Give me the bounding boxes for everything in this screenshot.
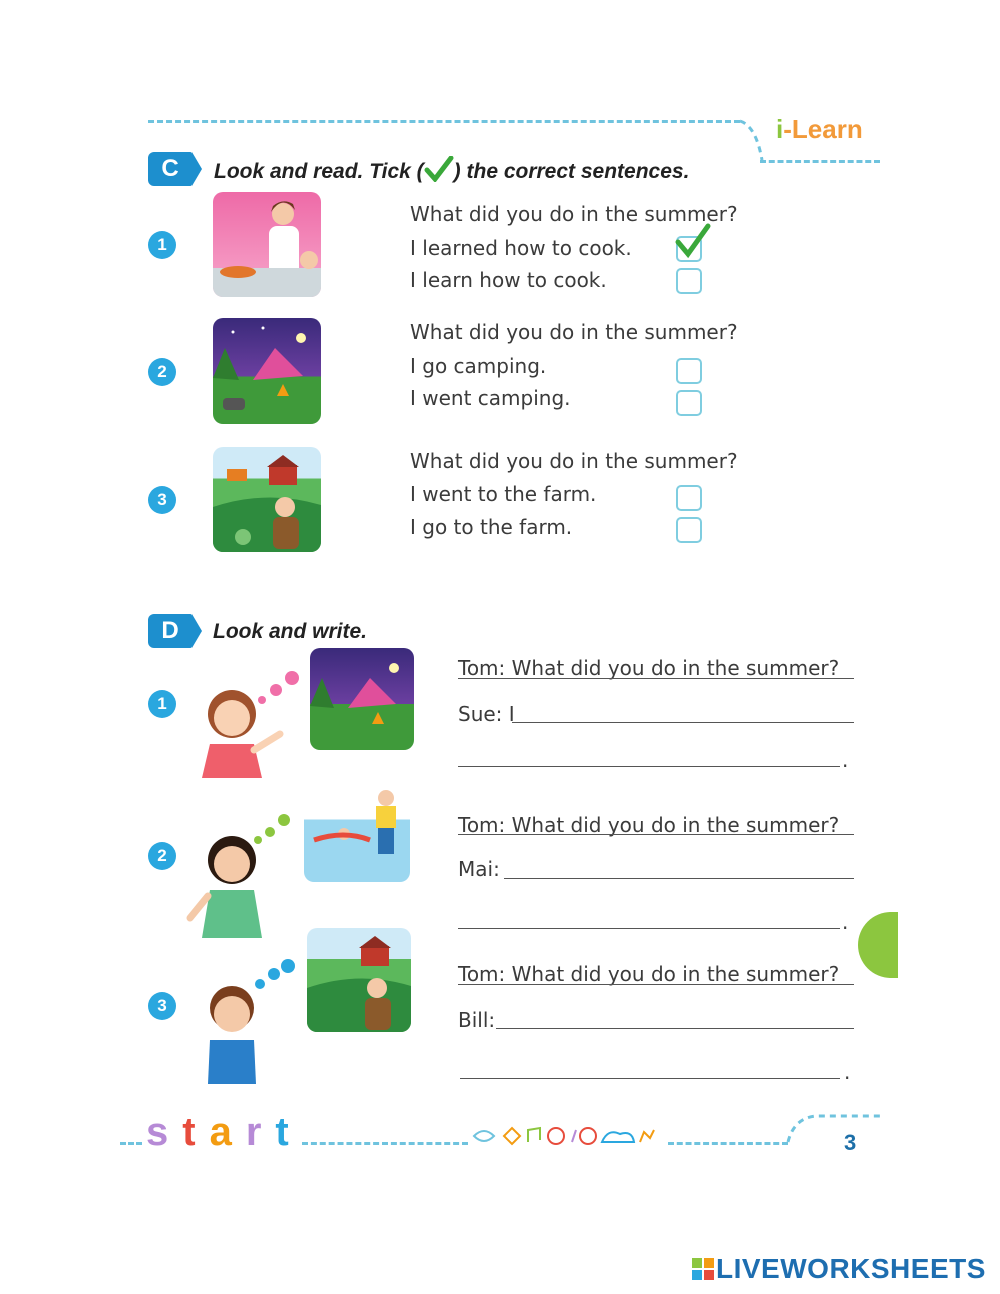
- footer-dashed-border: [120, 1142, 142, 1145]
- option-text: I go to the farm.: [410, 515, 573, 539]
- answer-line[interactable]: [504, 878, 854, 879]
- question-text: Tom: What did you do in the summer?: [458, 656, 840, 680]
- question-text: What did you do in the summer?: [410, 449, 738, 473]
- item-number: 1: [148, 690, 176, 718]
- section-d-title: Look and write.: [213, 620, 368, 643]
- speaker-label: Sue: I: [458, 702, 515, 726]
- section-c-title: Look and read. Tick ( ) the correct sentences.: [214, 156, 689, 184]
- top-dashed-border-right: [760, 160, 880, 163]
- option-text: I went to the farm.: [410, 482, 597, 506]
- tick-box[interactable]: [676, 268, 702, 294]
- end-period: .: [844, 1060, 851, 1084]
- dashed-curve: [738, 118, 768, 164]
- liveworksheets-watermark: LIVEWORKSHEETS: [716, 1253, 986, 1284]
- dashed-curve: [786, 1112, 882, 1146]
- girl-sue-illustration: [192, 666, 302, 782]
- section-c-badge: C: [148, 152, 192, 186]
- item-number: 3: [148, 992, 176, 1020]
- underline: [458, 834, 854, 835]
- swimming-picture: [304, 786, 410, 882]
- page-number: 3: [844, 1130, 857, 1155]
- answer-line[interactable]: [458, 928, 840, 929]
- start-word: start: [146, 1110, 303, 1154]
- speaker-label: Mai:: [458, 857, 500, 881]
- end-period: .: [842, 748, 849, 772]
- answer-line[interactable]: [496, 1028, 854, 1029]
- item-number: 1: [148, 231, 176, 259]
- underline: [458, 678, 854, 679]
- option-text: I learn how to cook.: [410, 268, 607, 292]
- item-number: 2: [148, 358, 176, 386]
- speaker-label: Bill:: [458, 1008, 496, 1032]
- farm-picture: [213, 447, 321, 552]
- camping-picture: [213, 318, 321, 424]
- check-mark-icon: [672, 222, 712, 262]
- answer-line[interactable]: [460, 1078, 840, 1079]
- question-text: What did you do in the summer?: [410, 320, 738, 344]
- tick-box[interactable]: [676, 517, 702, 543]
- camping-picture: [310, 648, 414, 750]
- end-period: .: [842, 910, 849, 934]
- question-text: Tom: What did you do in the summer?: [458, 962, 840, 986]
- underline: [458, 984, 854, 985]
- question-text: Tom: What did you do in the summer?: [458, 813, 840, 837]
- side-tab: [858, 912, 898, 978]
- cooking-picture: [213, 192, 321, 297]
- decorative-icons: [470, 1124, 666, 1148]
- option-text: I go camping.: [410, 354, 547, 378]
- section-d-badge: D: [148, 614, 192, 648]
- liveworksheets-logo-icon: [692, 1258, 714, 1280]
- answer-line[interactable]: [458, 766, 840, 767]
- tick-box[interactable]: [676, 390, 702, 416]
- tick-box[interactable]: [676, 358, 702, 384]
- item-number: 3: [148, 486, 176, 514]
- answer-line[interactable]: [512, 722, 854, 723]
- footer-dashed-border: [668, 1142, 788, 1145]
- top-dashed-border: [148, 120, 740, 123]
- boy-bill-illustration: [190, 956, 302, 1092]
- option-text: I went camping.: [410, 386, 571, 410]
- footer-dashed-border: [302, 1142, 468, 1145]
- option-text: I learned how to cook.: [410, 236, 632, 260]
- ilearn-logo: i-Learn: [776, 114, 863, 144]
- question-text: What did you do in the summer?: [410, 202, 738, 226]
- girl-mai-illustration: [184, 806, 304, 942]
- item-number: 2: [148, 842, 176, 870]
- tick-icon: [424, 156, 454, 182]
- farm-picture: [307, 928, 411, 1032]
- tick-box[interactable]: [676, 485, 702, 511]
